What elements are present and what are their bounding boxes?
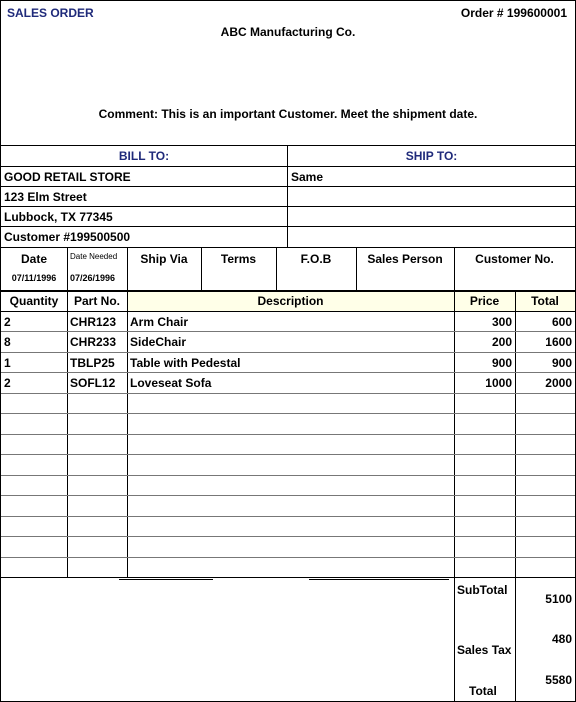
- bill-to-customer: Customer #199500500: [4, 230, 131, 244]
- row-total: 2000: [545, 376, 572, 390]
- row-quantity: 2: [4, 315, 11, 329]
- row-description: Table with Pedestal: [130, 356, 241, 370]
- date-needed-value: 07/26/1996: [70, 273, 116, 283]
- fob-label: F.O.B: [300, 252, 332, 266]
- row-quantity: 1: [4, 356, 11, 370]
- row-total: 600: [551, 315, 572, 329]
- total-label: Total: [469, 684, 497, 698]
- row-price: 200: [491, 335, 512, 349]
- signature-line: [119, 579, 213, 580]
- col-description: Description: [257, 294, 324, 308]
- total-value: 5580: [545, 673, 572, 687]
- row-description: Loveseat Sofa: [130, 376, 212, 390]
- row-price: 300: [491, 315, 512, 329]
- terms-label: Terms: [220, 252, 257, 266]
- order-comment: [1, 104, 575, 124]
- row-total: 1600: [545, 335, 572, 349]
- row-description: SideChair: [130, 335, 187, 349]
- row-quantity: 2: [4, 376, 11, 390]
- row-price: 1000: [485, 376, 512, 390]
- order-number-value: 199600001: [506, 6, 567, 20]
- customer-no-label: Customer No.: [475, 252, 554, 266]
- document-title: SALES ORDER: [7, 6, 94, 20]
- ship-to-name: Same: [291, 170, 324, 184]
- bill-to-label: BILL TO:: [118, 149, 170, 163]
- row-total: 900: [551, 356, 572, 370]
- col-price: Price: [469, 294, 500, 308]
- signature-line: [309, 579, 449, 580]
- row-description: Arm Chair: [130, 315, 189, 329]
- sales-tax-value: 480: [551, 632, 572, 646]
- date-needed-label: Date Needed: [70, 252, 118, 261]
- ship-to-label: SHIP TO:: [405, 149, 458, 163]
- comment-text: This is an important Customer. Meet the shipment date.: [161, 107, 478, 121]
- col-quantity: Quantity: [9, 294, 59, 308]
- company-name: ABC Manufacturing Co.: [220, 25, 356, 39]
- subtotal-label: SubTotal: [457, 583, 508, 597]
- bill-to-name: GOOD RETAIL STORE: [4, 170, 131, 184]
- sales-person-label: Sales Person: [367, 252, 443, 266]
- row-part-no: TBLP25: [70, 356, 115, 370]
- bill-to-street: 123 Elm Street: [4, 190, 87, 204]
- row-quantity: 8: [4, 335, 11, 349]
- row-price: 900: [491, 356, 512, 370]
- row-part-no: CHR233: [70, 335, 117, 349]
- row-part-no: SOFL12: [70, 376, 116, 390]
- subtotal-value: 5100: [545, 592, 572, 606]
- date-label: Date: [20, 252, 47, 266]
- order-number-label: Order #: [460, 6, 504, 20]
- col-total: Total: [531, 294, 559, 308]
- col-part-no: Part No.: [73, 294, 120, 308]
- sales-tax-label: Sales Tax: [457, 643, 512, 657]
- row-part-no: CHR123: [70, 315, 117, 329]
- bill-to-city: Lubbock, TX 77345: [4, 210, 113, 224]
- date-value: 07/11/1996: [11, 273, 57, 283]
- order-number: [461, 3, 567, 23]
- ship-via-label: Ship Via: [140, 252, 188, 266]
- comment-label: Comment:: [98, 107, 158, 121]
